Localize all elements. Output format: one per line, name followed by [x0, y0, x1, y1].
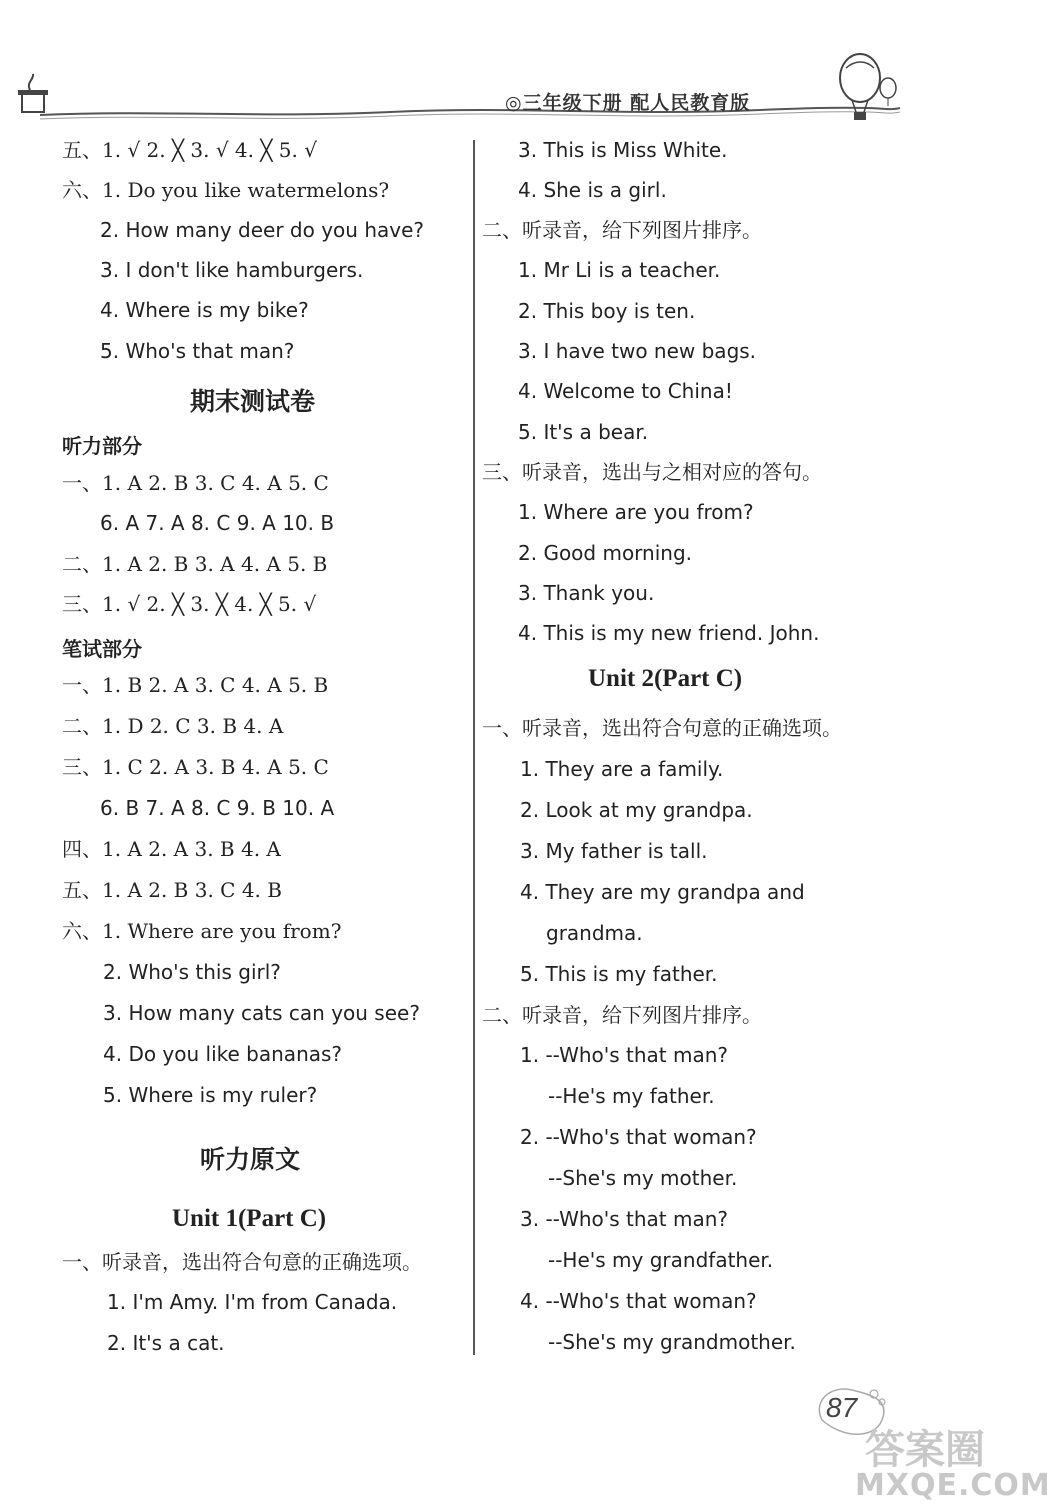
- transcript-line: 1. --Who's that man?: [520, 1043, 729, 1067]
- transcript-line: 2. Look at my grandpa.: [520, 798, 753, 822]
- answer-line: 六、1. Do you like watermelons?: [62, 178, 390, 202]
- transcript-line: 1. They are a family.: [520, 757, 724, 781]
- answer-line: 2. Who's this girl?: [103, 960, 281, 984]
- answer-line: 3. I don't like hamburgers.: [100, 258, 364, 282]
- answer-line: 六、1. Where are you from?: [62, 919, 342, 943]
- transcript-line: --She's my mother.: [548, 1166, 738, 1190]
- transcript-line: 2. It's a cat.: [107, 1331, 225, 1355]
- transcript-line: 4. Welcome to China!: [518, 379, 733, 403]
- transcript-line: 1. Where are you from?: [518, 500, 754, 524]
- section-title-transcript: 听力原文: [200, 1145, 301, 1174]
- answer-line: 6. B 7. A 8. C 9. B 10. A: [100, 796, 335, 820]
- page-header: [0, 60, 1000, 150]
- transcript-line: 4. --Who's that woman?: [520, 1289, 757, 1313]
- answer-line: 二、1. D 2. C 3. B 4. A: [62, 714, 284, 738]
- answer-line: 2. How many deer do you have?: [100, 218, 425, 242]
- section-title-final-exam: 期末测试卷: [190, 387, 316, 416]
- transcript-line: 3. Thank you.: [518, 581, 655, 605]
- transcript-line: 2. This boy is ten.: [518, 299, 696, 323]
- column-divider: [473, 140, 475, 1355]
- answer-line: 5. Where is my ruler?: [103, 1083, 318, 1107]
- answer-line: 一、1. B 2. A 3. C 4. A 5. B: [62, 673, 329, 697]
- transcript-line: 4. They are my grandpa and: [520, 880, 805, 904]
- header-title: ◎三年级下册 配人民教育版: [505, 92, 751, 114]
- transcript-line: 3. This is Miss White.: [518, 138, 728, 162]
- question-heading: 二、听录音，给下列图片排序。: [482, 218, 762, 242]
- answer-line: 五、1. A 2. B 3. C 4. B: [62, 878, 282, 902]
- subsection-listening: 听力部分: [62, 434, 142, 458]
- transcript-line: --He's my father.: [548, 1084, 715, 1108]
- transcript-line: 4. She is a girl.: [518, 178, 667, 202]
- transcript-line: 3. --Who's that man?: [520, 1207, 729, 1231]
- page-number: 87: [826, 1392, 858, 1423]
- answer-line: 五、1. √ 2. ╳ 3. √ 4. ╳ 5. √: [62, 138, 317, 162]
- transcript-line: 1. I'm Amy. I'm from Canada.: [107, 1290, 398, 1314]
- answer-line: 一、1. A 2. B 3. C 4. A 5. C: [62, 471, 329, 495]
- watermark-text: 答案圈: [865, 1427, 985, 1473]
- transcript-line: 3. I have two new bags.: [518, 339, 757, 363]
- unit-title: Unit 2(Part C): [588, 665, 743, 692]
- header-decorative-line: [60, 60, 940, 150]
- transcript-line: --She's my grandmother.: [548, 1330, 796, 1354]
- question-heading: 一、听录音，选出符合句意的正确选项。: [482, 716, 842, 740]
- answer-line: 3. How many cats can you see?: [103, 1001, 420, 1025]
- subsection-writing: 笔试部分: [62, 637, 142, 661]
- answer-line: 4. Where is my bike?: [100, 298, 309, 322]
- answer-line: 四、1. A 2. A 3. B 4. A: [62, 837, 281, 861]
- transcript-line: 3. My father is tall.: [520, 839, 708, 863]
- balloon-icon: [840, 54, 896, 120]
- transcript-line: grandma.: [546, 921, 643, 945]
- question-heading: 二、听录音，给下列图片排序。: [482, 1003, 762, 1027]
- transcript-line: 5. This is my father.: [520, 962, 718, 986]
- answer-line: 5. Who's that man?: [100, 339, 295, 363]
- transcript-line: 5. It's a bear.: [518, 420, 649, 444]
- question-heading: 一、听录音，选出符合句意的正确选项。: [62, 1250, 422, 1274]
- transcript-line: 1. Mr Li is a teacher.: [518, 258, 721, 282]
- transcript-line: 2. --Who's that woman?: [520, 1125, 757, 1149]
- question-heading: 三、听录音，选出与之相对应的答句。: [482, 460, 822, 484]
- unit-title: Unit 1(Part C): [172, 1205, 327, 1232]
- answer-line: 三、1. √ 2. ╳ 3. ╳ 4. ╳ 5. √: [62, 592, 317, 616]
- answer-line: 6. A 7. A 8. C 9. A 10. B: [100, 511, 335, 535]
- answer-line: 三、1. C 2. A 3. B 4. A 5. C: [62, 755, 329, 779]
- answer-line: 4. Do you like bananas?: [103, 1042, 343, 1066]
- transcript-line: 4. This is my new friend. John.: [518, 621, 820, 645]
- watermark-logo: [855, 1418, 1051, 1503]
- watermark-url: MXQE.COM: [855, 1468, 1051, 1503]
- transcript-line: --He's my grandfather.: [548, 1248, 774, 1272]
- answer-line: 二、1. A 2. B 3. A 4. A 5. B: [62, 552, 328, 576]
- transcript-line: 2. Good morning.: [518, 541, 693, 565]
- flowerpot-icon: [18, 74, 48, 112]
